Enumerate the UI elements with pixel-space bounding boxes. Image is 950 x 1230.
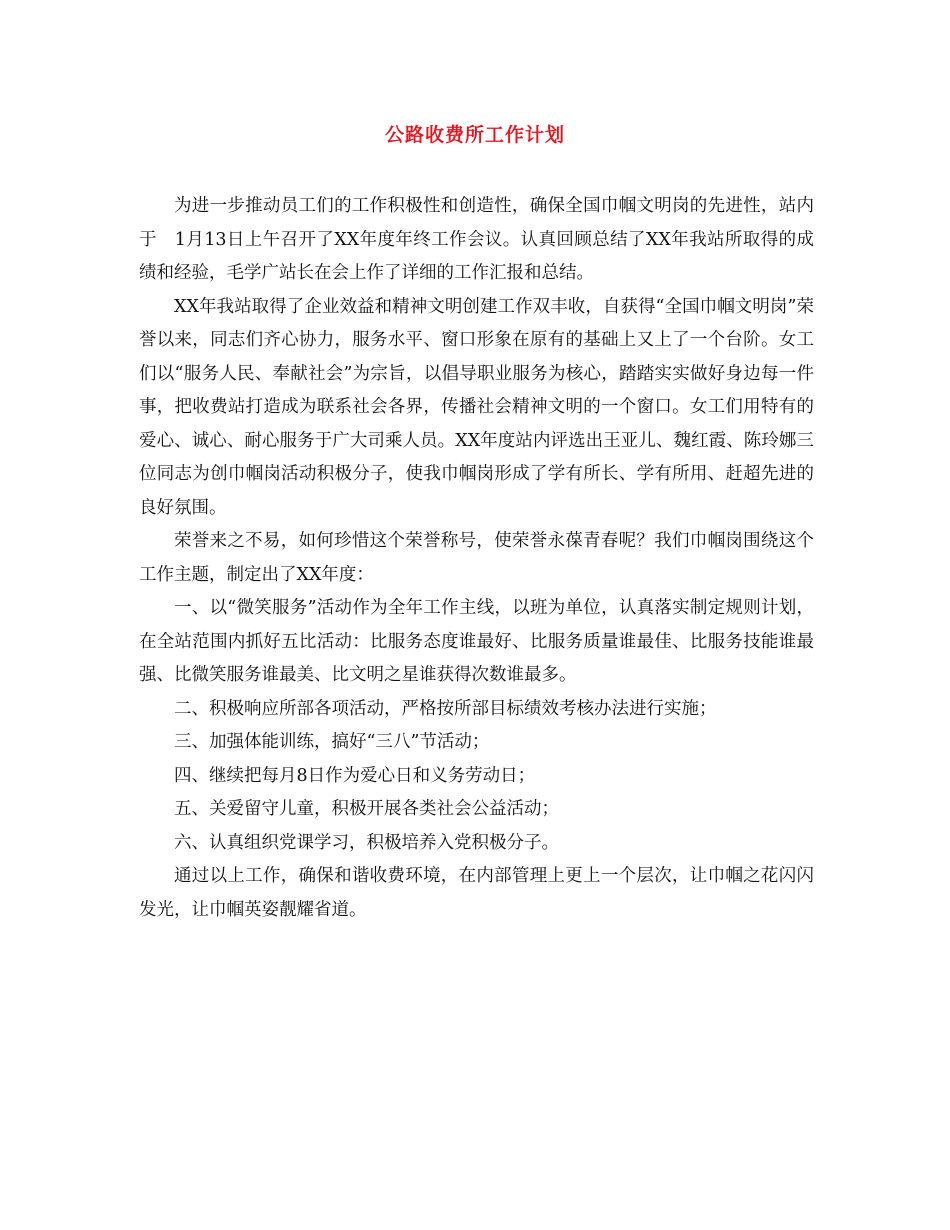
paragraph-work-theme: 荣誉来之不易，如何珍惜这个荣誉称号，使荣誉永葆青春呢？我们巾帼岗围绕这个工作主题，制定出了XX年度： bbox=[139, 531, 814, 585]
document-body bbox=[139, 190, 814, 927]
paragraph-plan-item-2: 二、积极响应所部各项活动，严格按所部目标绩效考核办法进行实施； bbox=[174, 698, 717, 719]
paragraph-conclusion: 通过以上工作，确保和谐收费环境，在内部管理上更上一个层次，让巾帼之花闪闪发光，让巾帼英姿靓耀省道。 bbox=[139, 866, 814, 920]
paragraph-achievements: XX年我站取得了企业效益和精神文明创建工作双丰收，自获得“全国巾帼文明岗”荣誉以来，同志们齐心协力，服务水平、窗口形象在原有的基础上又上了一个台阶。女工们以“服务人民、奉献社会”为宗旨，以倡导职业服务为核心，踏踏实实做好身边每一件事，把收费站打造成为联系社会各界，传播社会精神文明的一个窗口。女工们用特有的爱心、诚心、耐心服务于广大司乘人员。XX年度站内评选出王亚儿、魏红霞、陈玲娜三位同志为创巾帼岗活动积极分子，使我巾帼岗形成了学有所长、学有所用、赶超先进的良好氛围。 bbox=[139, 296, 814, 518]
document-title: 公路收费所工作计划 bbox=[384, 124, 565, 146]
paragraph-plan-item-5: 五、关爱留守儿童，积极开展各类社会公益活动； bbox=[174, 799, 559, 819]
paragraph-plan-item-1: 一、以“微笑服务”活动作为全年工作主线，以班为单位，认真落实制定规则计划，在全站范围内抓好五比活动：比服务态度谁最好、比服务质量谁最佳、比服务技能谁最强、比微笑服务谁最美、比文明之星谁获得次数谁最多。 bbox=[139, 598, 814, 685]
paragraph-plan-item-6: 六、认真组织党课学习，积极培养入党积极分子。 bbox=[174, 832, 559, 853]
paragraph-meeting-intro: 为进一步推动员工们的工作积极性和创造性，确保全国巾帼文明岗的先进性，站内于 1月13日上午召开了XX年度年终工作会议。认真回顾总结了XX年我站所取得的成绩和经验，毛学广站长在会上作了详细的工作汇报和总结。 bbox=[139, 196, 814, 283]
paragraph-plan-item-3: 三、加强体能训练，搞好“三八”节活动； bbox=[174, 732, 490, 752]
paragraph-plan-item-4: 四、继续把每月8日作为爱心日和义务劳动日； bbox=[174, 765, 536, 786]
